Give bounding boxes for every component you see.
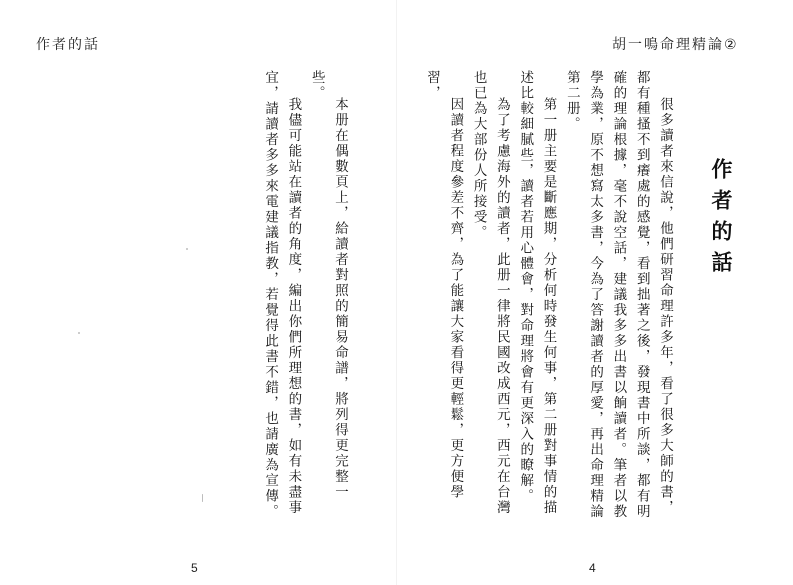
right-paragraph-3: 為了考慮海外的讀者，此册一律將民國改成西元，西元在台灣也已為大部份人所接受。 [470, 70, 510, 516]
scan-speck [202, 494, 203, 502]
right-paragraph-4: 因讀者程度參差不齊，為了能讓大家看得更輕鬆，更方便學習， [424, 70, 464, 500]
left-running-head: 作者的話 [36, 37, 100, 53]
right-paragraph-1: 很多讀者來信說，他們研習命理許多年，看了很多大師的書，都有種搔不到癢處的感覺，看到拙著之後，發現書中所談，都有明確的理論根據，毫不說空話，建議我多多出書以餉讀者。筆者以教學為業，原不想寫太多書，今為了答謝讀者的厚愛，再出命理精論第二册。 [563, 70, 673, 520]
page-gutter [396, 0, 397, 585]
right-page-number: 4 [589, 561, 596, 575]
chapter-title: 作者的話 [709, 158, 734, 282]
scan-speck [78, 332, 80, 334]
right-page-body [424, 70, 676, 520]
left-paragraph-2: 我儘可能站在讀者的角度，編出你們所理想的書，如有未盡事宜，請讀者多多來電建議指教，若覺得此書不錯，也請廣為宣傳。 [262, 70, 302, 520]
right-running-head: 胡一鳴命理精論② [612, 37, 739, 53]
scan-speck [186, 248, 188, 250]
right-paragraph-2: 第一册主要是斷應期，分析何時發生何事，第二册對事情的描述比較細膩些，讀者若用心體會，對命理將會有更深入的瞭解。 [517, 70, 557, 516]
left-page-number: 5 [191, 561, 198, 575]
left-paragraph-1: 本册在偶數頁上，給讀者對照的簡易命譜，將列得更完整一些。 [308, 70, 348, 500]
left-page-body [262, 70, 351, 520]
